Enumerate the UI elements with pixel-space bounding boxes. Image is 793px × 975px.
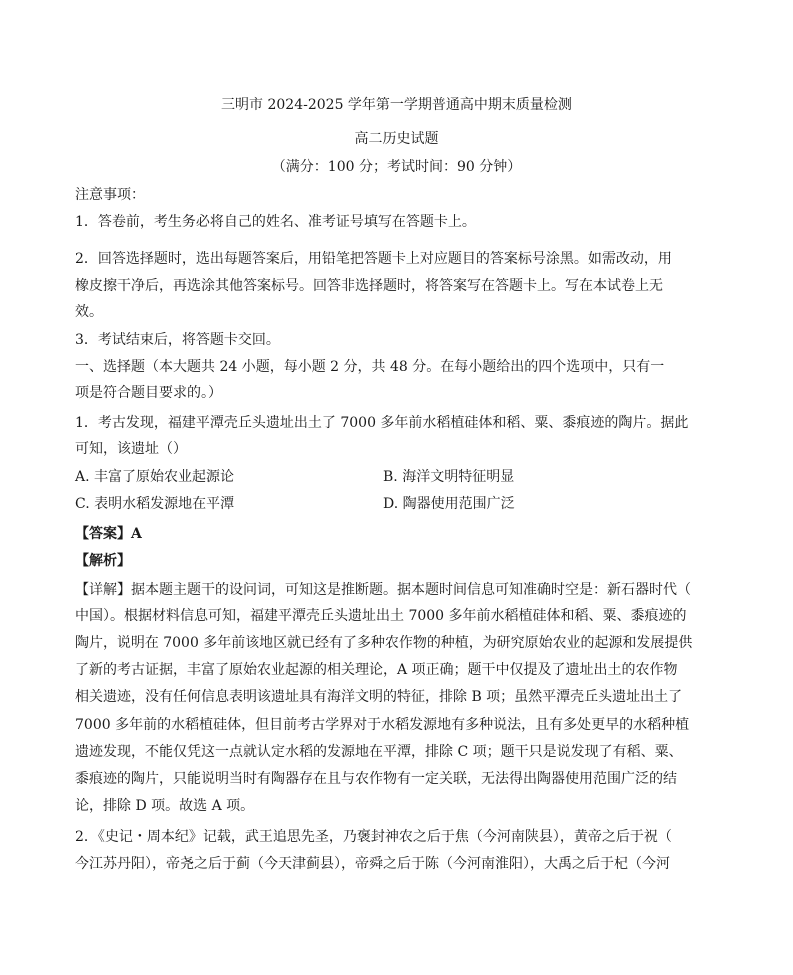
exam-subject: 高二历史试题 [354, 131, 439, 147]
note-item-2-line-1: 2．回答选择题时，选出每题答案后，用铅笔把答题卡上对应题目的答案标号涂黑。如需改动，用 [75, 251, 672, 267]
notes-heading: 注意事项： [75, 187, 145, 203]
question-1-analysis-label: 【解析】 [75, 553, 131, 569]
question-1-detail-line-4: 了新的考古证据，丰富了原始农业起源的相关理论，A 项正确；题干中仅提及了遗址出土的农作物 [75, 662, 678, 678]
note-item-3: 3．考试结束后，将答题卡交回。 [75, 332, 280, 348]
question-1-option-a: A. 丰富了原始农业起源论 [75, 469, 235, 485]
question-1-detail-line-3: 陶片，说明在 7000 多年前该地区就已经有了多种农作物的种植，为研究原始农业的起源和发展提供 [75, 635, 693, 651]
question-1-answer: 【答案】A [75, 526, 142, 542]
note-item-1: 1．答卷前，考生务必将自己的姓名、准考证号填写在答题卡上。 [75, 214, 476, 230]
question-1-stem-line-1: 1．考古发现，福建平潭壳丘头遗址出土了 7000 多年前水稻植硅体和稻、粟、黍痕迹的陶片。据此 [75, 415, 689, 431]
question-2-line-1: 2．《史记・周本纪》记载，武王追思先圣，乃褒封神农之后于焦（今河南陕县），黄帝之后于祝（ [75, 829, 672, 845]
question-1-detail-line-8: 黍痕迹的陶片，只能说明当时有陶器存在且与农作物有一定关联，无法得出陶器使用范围广泛的结 [75, 771, 677, 787]
question-1-detail-line-5: 相关遗迹，没有任何信息表明该遗址具有海洋文明的特征，排除 B 项；虽然平潭壳丘头遗址出土了 [75, 689, 683, 705]
question-1-option-b: B. 海洋文明特征明显 [383, 469, 515, 485]
question-2-line-2: 今江苏丹阳），帝尧之后于蓟（今天津蓟县），帝舜之后于陈（今河南淮阳），大禹之后于杞（今河 [75, 856, 670, 872]
question-1-detail-line-7: 遗迹发现，不能仅凭这一点就认定水稻的发源地在平潭，排除 C 项；题干只是说发现了有稻、粟、 [75, 744, 683, 760]
exam-meta: （满分：100 分；考试时间：90 分钟） [271, 159, 522, 175]
note-item-2-line-2: 橡皮擦干净后，再选涂其他答案标号。回答非选择题时，将答案写在答题卡上。写在本试卷上无 [75, 278, 663, 294]
question-1-option-c: C. 表明水稻发源地在平潭 [75, 496, 235, 512]
exam-title: 三明市 2024-2025 学年第一学期普通高中期末质量检测 [221, 97, 572, 113]
question-1-stem-line-2: 可知，该遗址（） [75, 441, 187, 457]
section-heading-line-1: 一、选择题（本大题共 24 小题，每小题 2 分，共 48 分。在每小题给出的四个选项中，只有一 [75, 359, 665, 375]
note-item-2-line-3: 效。 [75, 304, 103, 320]
question-1-detail-line-2: 中国）。根据材料信息可知，福建平潭壳丘头遗址出土 7000 多年前水稻植硅体和稻、粟、黍痕迹的 [75, 608, 687, 624]
question-1-detail-line-1: 【详解】据本题主题干的设问词，可知这是推断题。据本题时间信息可知准确时空是：新石器时代（ [75, 582, 691, 598]
question-1-option-d: D. 陶器使用范围广泛 [383, 496, 515, 512]
section-heading-line-2: 项是符合题目要求的。） [75, 385, 222, 401]
question-1-detail-line-6: 7000 多年前的水稻植硅体，但目前考古学界对于水稻发源地有多种说法，且有多处更早的水稻种植 [75, 717, 690, 733]
question-1-detail-line-9: 论，排除 D 项。故选 A 项。 [75, 798, 255, 814]
